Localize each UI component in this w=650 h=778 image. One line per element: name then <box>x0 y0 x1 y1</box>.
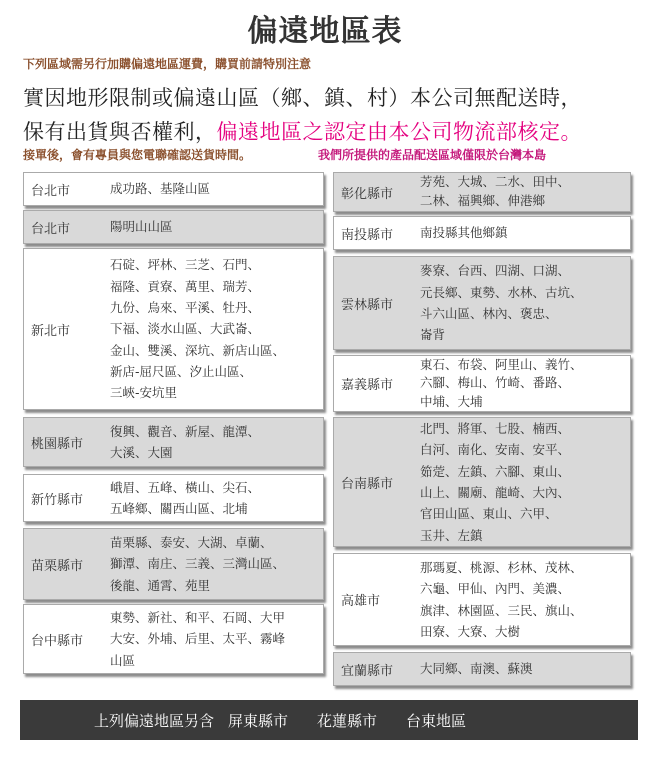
region-name: 台南縣市 <box>341 476 394 492</box>
region-areas: 成功路、基隆山區 <box>110 180 211 196</box>
region-areas: 東勢、新社、和平、石岡、大甲 大安、外埔、后里、太平、霧峰 山區 <box>110 610 286 668</box>
region-name: 桃園縣市 <box>31 436 84 452</box>
region-areas: 峨眉、五峰、橫山、尖石、 五峰鄉、關西山區、北埔 <box>110 479 261 516</box>
region-row <box>23 417 324 467</box>
region-areas: 麥寮、台西、四湖、口湖、 元長鄉、東勢、水林、古坑、 斗六山區、林內、褒忠、 崙背 <box>420 263 583 343</box>
footer-banner <box>20 700 638 740</box>
footer-item: 花蓮縣市 <box>317 711 378 730</box>
region-row <box>333 216 631 250</box>
region-row <box>23 210 324 244</box>
region-name: 嘉義縣市 <box>341 378 394 393</box>
delivery-contact-note: 接單後，會有專員與您電聯確認送貨時間。 <box>23 148 252 162</box>
region-name: 台北市 <box>31 221 71 237</box>
region-areas: 東石、布袋、阿里山、義竹、 六腳、梅山、竹崎、番路、 中埔、大埔 <box>420 356 583 409</box>
region-areas: 石碇、坪林、三芝、石門、 福隆、貢寮、萬里、瑞芳、 九份、烏來、平溪、牡丹、 下福、淡水山區、大武崙、 金山、雙溪、深坑、新店山區、 新店-屈尺區、汐止山區、 三峽-安坑里 <box>110 257 286 401</box>
region-name: 台中縣市 <box>31 633 84 649</box>
region-name: 新北市 <box>31 323 71 339</box>
region-name: 雲林縣市 <box>341 297 394 313</box>
region-areas: 南投縣其他鄉鎮 <box>420 224 508 240</box>
statement-line-2 <box>23 116 582 146</box>
region-areas: 大同鄉、南澳、蘇澳 <box>420 660 533 676</box>
region-name: 宜蘭縣市 <box>341 663 394 679</box>
region-row <box>23 528 324 600</box>
region-row <box>23 172 324 206</box>
region-name: 彰化縣市 <box>341 186 394 202</box>
region-row <box>333 172 631 212</box>
region-areas: 陽明山山區 <box>110 218 173 234</box>
footer-prefix: 上列偏遠地區另含 <box>94 711 215 730</box>
region-name: 高雄市 <box>341 594 381 609</box>
footer-item: 屏東縣市 <box>228 711 289 730</box>
region-name: 南投縣市 <box>341 227 394 243</box>
region-name: 新竹縣市 <box>31 492 84 508</box>
region-areas: 北門、將軍、七股、楠西、 白河、南化、安南、安平、 筎萣、左鎮、六腳、東山、 山上、關廟、龍崎、大內、 官田山區、東山、六甲、 玉井、左鎮 <box>420 421 571 543</box>
region-row <box>23 604 324 674</box>
region-areas: 那瑪夏、桃源、杉林、茂林、 六龜、甲仙、內門、美濃、 旗津、林園區、三民、旗山、 田寮、大寮、大樹 <box>420 559 583 639</box>
statement-line-2-highlight: 偏遠地區之認定由本公司物流部核定。 <box>216 120 582 144</box>
region-row <box>333 553 631 646</box>
page-title: 偏遠地區表 <box>247 14 403 49</box>
region-row <box>23 248 324 410</box>
region-row <box>333 256 631 350</box>
statement-line-2-prefix: 保有出貨與否權利， <box>23 120 217 144</box>
footer-item: 台東地區 <box>406 711 467 730</box>
region-row <box>333 652 631 686</box>
statement-line-1: 實因地形限制或偏遠山區（鄉、鎮、村）本公司無配送時， <box>23 86 582 110</box>
region-name: 台北市 <box>31 183 71 199</box>
region-row <box>333 355 631 412</box>
region-name: 苗栗縣市 <box>31 558 84 574</box>
region-row <box>23 474 324 522</box>
delivery-scope-note: 我們所提供的產品配送區域僅限於台灣本島 <box>318 148 547 162</box>
region-areas: 苗栗縣、泰安、大湖、卓蘭、 獅潭、南庄、三義、三灣山區、 後龍、通霄、苑里 <box>110 535 286 593</box>
surcharge-notice: 下列區域需另行加購偏遠地區運費，購買前請特別注意 <box>23 57 312 71</box>
region-areas: 芳苑、大城、二水、田中、 二林、福興鄉、伸港鄉 <box>420 174 571 208</box>
region-row <box>333 417 631 547</box>
region-areas: 復興、觀音、新屋、龍潭、 大溪、大園 <box>110 423 261 460</box>
